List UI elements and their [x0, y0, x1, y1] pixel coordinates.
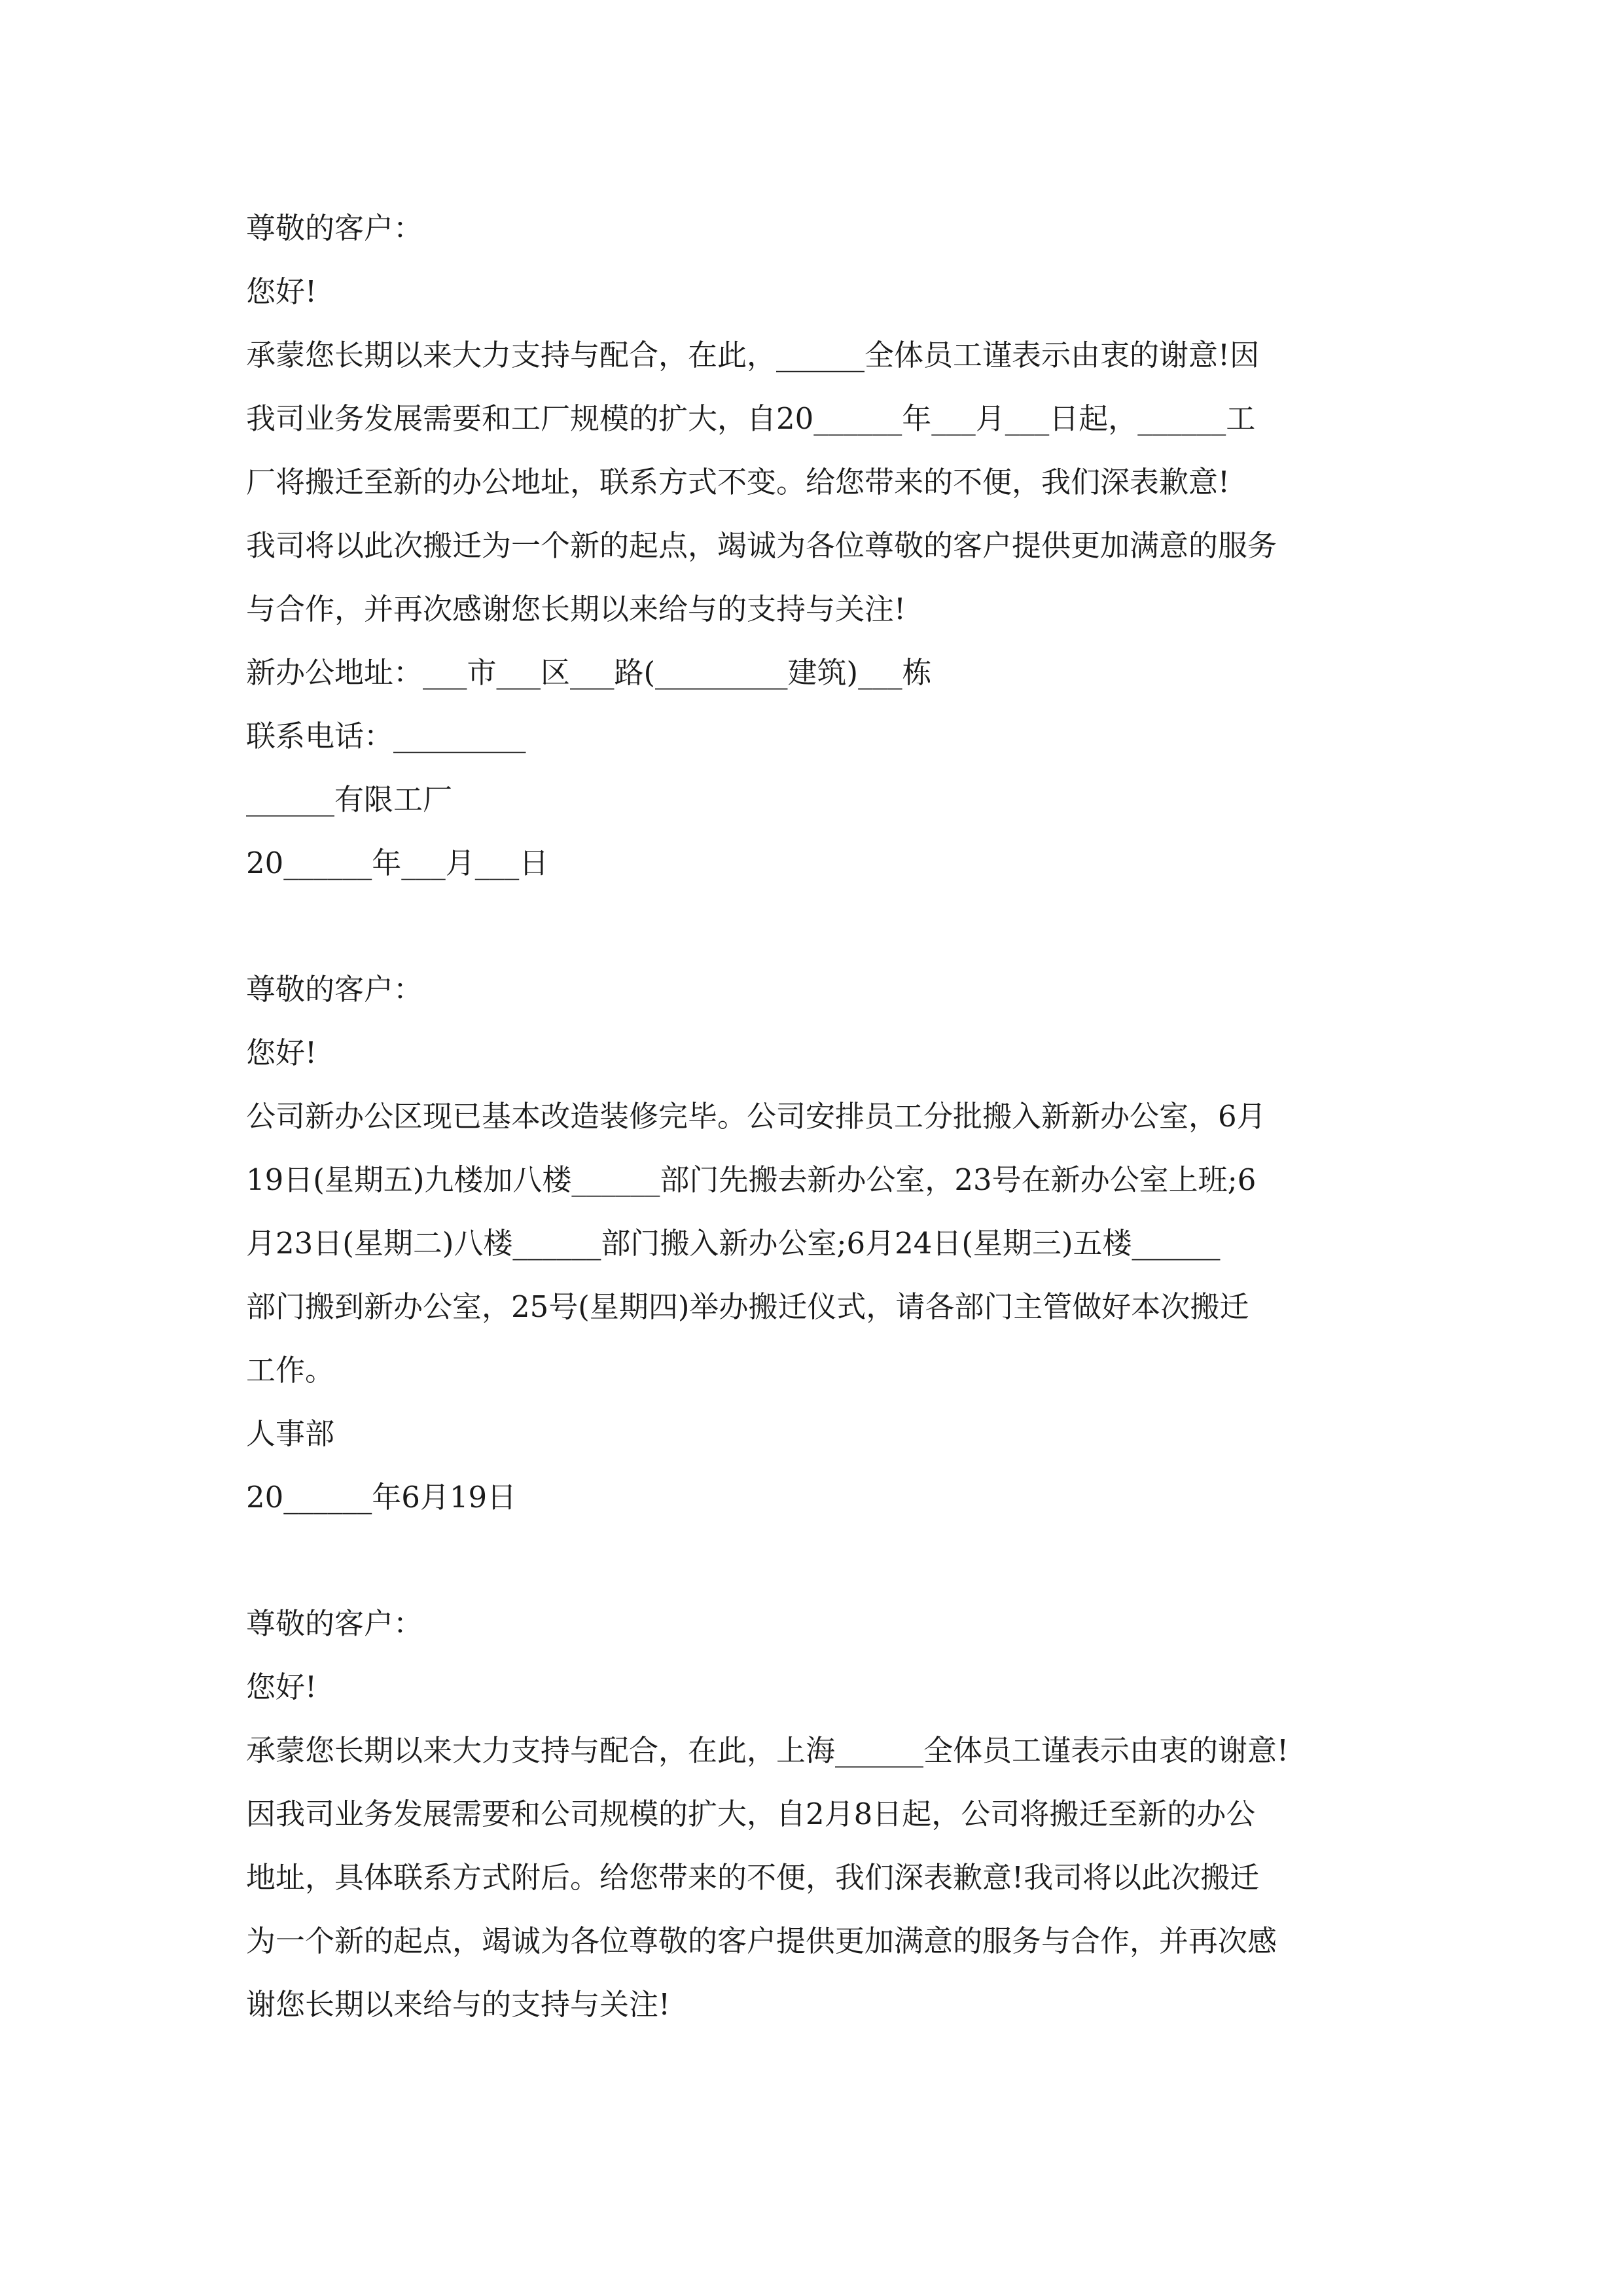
letter-2-signature: 人事部	[246, 1416, 335, 1451]
letter-1-body-line: 与合作，并再次感谢您长期以来给与的支持与关注!	[246, 592, 906, 626]
letter-2-greeting: 尊敬的客户：	[246, 972, 423, 1007]
letter-3-body-line: 承蒙您长期以来大力支持与配合，在此，上海______全体员工谨表示由衷的谢意!	[246, 1733, 1289, 1768]
letter-2-hello: 您好!	[246, 1035, 317, 1070]
letter-1-address: 新办公地址：___市___区___路(_________建筑)___栋	[246, 655, 932, 690]
letter-2-body-line: 部门搬到新办公室，25号(星期四)举办搬迁仪式，请各部门主管做好本次搬迁	[246, 1289, 1249, 1324]
letter-2	[246, 958, 1378, 1529]
letter-1-signature: ______有限工厂	[246, 782, 453, 817]
letter-3-body-line: 地址，具体联系方式附后。给您带来的不便，我们深表歉意!我司将以此次搬迁	[246, 1860, 1260, 1895]
letter-3-greeting: 尊敬的客户：	[246, 1606, 423, 1641]
letter-1-body-line: 厂将搬迁至新的办公地址，联系方式不变。给您带来的不便，我们深表歉意!	[246, 465, 1230, 499]
letter-3-body-line: 为一个新的起点，竭诚为各位尊敬的客户提供更加满意的服务与合作，并再次感	[246, 1924, 1277, 1958]
letter-2-date: 20______年6月19日	[246, 1480, 517, 1515]
letter-3-body-line: 谢您长期以来给与的支持与关注!	[246, 1987, 671, 2022]
letter-1-body-line: 我司业务发展需要和工厂规模的扩大，自20______年___月___日起，______工	[246, 401, 1256, 436]
letter-3-body-line: 因我司业务发展需要和公司规模的扩大，自2月8日起，公司将搬迁至新的办公	[246, 1797, 1256, 1831]
letter-1-greeting: 尊敬的客户：	[246, 211, 423, 245]
letter-1-body-line: 承蒙您长期以来大力支持与配合，在此，______全体员工谨表示由衷的谢意!因	[246, 338, 1260, 372]
letter-1	[246, 196, 1378, 895]
letter-spacer	[246, 1529, 1378, 1592]
letter-2-body-line: 19日(星期五)九楼加八楼______部门先搬去新办公室，23号在新办公室上班;6	[246, 1162, 1257, 1197]
letter-spacer	[246, 895, 1378, 958]
letter-1-body-line: 我司将以此次搬迁为一个新的起点，竭诚为各位尊敬的客户提供更加满意的服务	[246, 528, 1277, 563]
letter-2-body-line: 工作。	[246, 1353, 335, 1388]
document-page	[246, 196, 1378, 2036]
letter-1-phone: 联系电话：_________	[246, 719, 526, 753]
letter-3-hello: 您好!	[246, 1670, 317, 1704]
letter-3	[246, 1592, 1378, 2036]
letter-2-body-line: 公司新办公区现已基本改造装修完毕。公司安排员工分批搬入新新办公室，6月	[246, 1099, 1266, 1134]
letter-1-hello: 您好!	[246, 274, 317, 309]
letter-2-body-line: 月23日(星期二)八楼______部门搬入新办公室;6月24日(星期三)五楼______	[246, 1226, 1221, 1261]
letter-1-date: 20______年___月___日	[246, 846, 549, 880]
